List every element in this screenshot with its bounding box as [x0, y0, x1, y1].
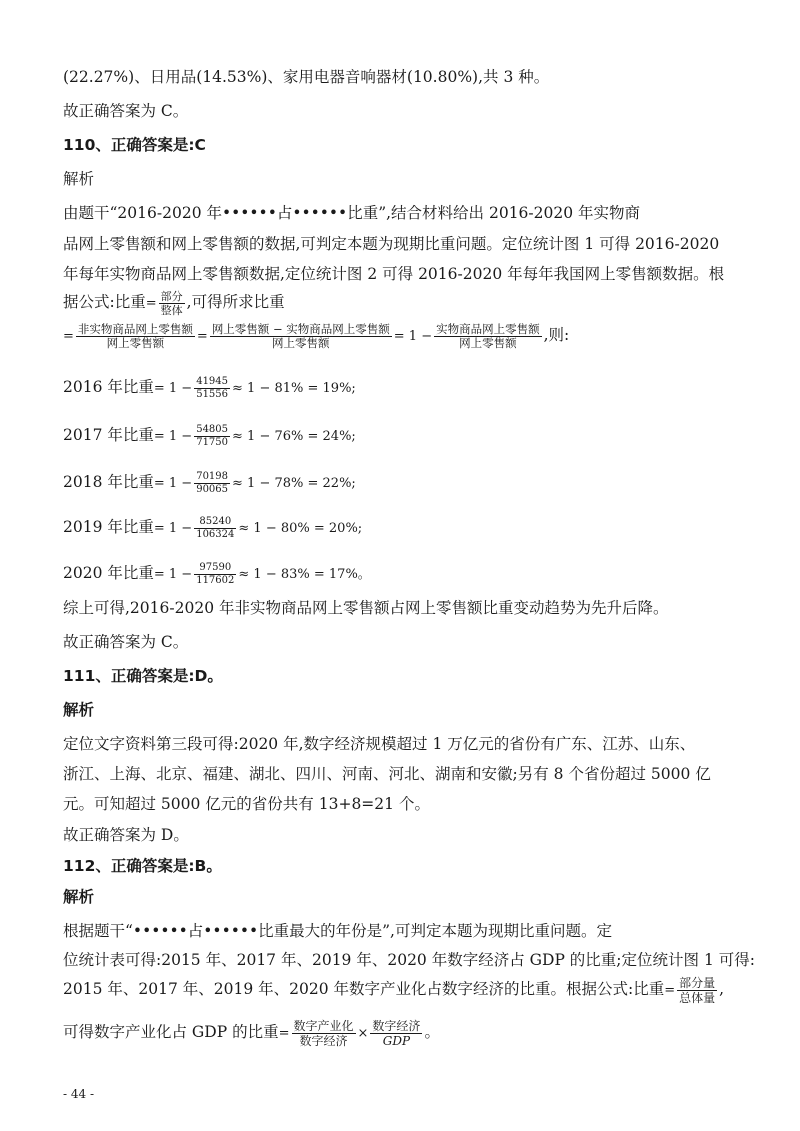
formula-line: 2015 年、2017 年、2019 年、2020 年数字产业化占数字经济的比重。根据公式:比重= $\frac{\text{部分量}}{\text{总体量}}$ , — [63, 975, 725, 1005]
year-2019-calc: 2019 年比重= 1 − $\frac{85240}{106324}$ ≈ 1 − 80% = 20%; — [63, 515, 363, 540]
text-line: 浙江、上海、北京、福建、湖北、四川、河南、河北、湖南和安徽;另有 8 个省份超过 5000 亿 — [63, 765, 711, 783]
text-line: 位统计表可得:2015 年、2017 年、2019 年、2020 年数字经济占 GDP 的比重;定位统计图 1 可得: — [63, 951, 755, 969]
fraction: $\frac{\text{部分量}}{\text{总体量}}$ — [679, 975, 716, 1005]
text-line: (22.27%)、日用品(14.53%)、家用电器音响器材(10.80%),共 3 种。 — [63, 68, 550, 86]
formula-line: 据公式:比重= $\frac{\text{部分}}{\text{整体}}$ ,可得所求比重 — [63, 289, 285, 317]
formula-line: 可得数字产业化占 GDP 的比重= $\frac{\text{数字产业化}}{\text{数字经济}}$ × $\frac{\text{数字经济}}{\text{GDP}}$ 。 — [63, 1018, 440, 1048]
numerator: 部分 — [160, 289, 183, 303]
formula-lead: 据公式:比重 — [63, 293, 146, 311]
text-line: 根据题干“••••••占••••••比重最大的年份是”,可判定本题为现期比重问题。定 — [63, 922, 612, 940]
text-line: 元。可知超过 5000 亿元的省份共有 13+8=21 个。 — [63, 795, 430, 813]
year-2018-calc: 2018 年比重= 1 − $\frac{70198}{90065}$ ≈ 1 − 78% = 22%; — [63, 470, 356, 495]
text-line: 品网上零售额和网上零售额的数据,可判定本题为现期比重问题。定位统计图 1 可得 2016-2020 — [63, 235, 720, 253]
formula-line: = $\frac{\text{非实物商品网上零售额}}{\text{网上零售额}}$ = $\frac{\text{网上零售额 − 实物商品网上零售额}}{\text{网上零售额}}$ = 1 − $\frac{\text{实物商品网上零售额}}{\text{网上零售额}}$ ,则: — [63, 322, 570, 350]
analysis-label: 解析 — [63, 888, 95, 906]
question-110-heading: 110、正确答案是:C — [63, 136, 206, 154]
denominator: 整体 — [160, 303, 183, 317]
question-112-heading: 112、正确答案是:B。 — [63, 857, 222, 875]
question-111-heading: 111、正确答案是:D。 — [63, 667, 223, 685]
fraction — [159, 290, 185, 317]
fraction: $\frac{\text{数字经济}}{\text{GDP}}$ — [372, 1018, 421, 1048]
answer-line: 故正确答案为 D。 — [63, 826, 189, 844]
analysis-label: 解析 — [63, 701, 95, 719]
fraction: $\frac{\text{实物商品网上零售额}}{\text{网上零售额}}$ — [436, 322, 540, 350]
year-2020-calc: 2020 年比重= 1 − $\frac{97590}{117602}$ ≈ 1 − 83% = 17%。 — [63, 561, 371, 586]
year-2016-calc: 2016 年比重= 1 − $\frac{41945}{51556}$ ≈ 1 − 81% = 19%; — [63, 375, 356, 400]
analysis-label: 解析 — [63, 170, 95, 188]
fraction: $\frac{\text{网上零售额 − 实物商品网上零售额}}{\text{网上零售额}}$ — [211, 322, 390, 350]
answer-line: 故正确答案为 C。 — [63, 633, 189, 651]
answer-line: 故正确答案为 C。 — [63, 102, 189, 120]
text-line: 由题干“2016-2020 年••••••占••••••比重”,结合材料给出 2016-2020 年实物商 — [63, 204, 641, 222]
fraction: $\frac{\text{非实物商品网上零售额}}{\text{网上零售额}}$ — [77, 322, 193, 350]
year-2017-calc: 2017 年比重= 1 − $\frac{54805}{71750}$ ≈ 1 − 76% = 24%; — [63, 423, 356, 448]
text-line: 定位文字资料第三段可得:2020 年,数字经济规模超过 1 万亿元的省份有广东、江苏、山东、 — [63, 735, 696, 753]
formula-tail: ,可得所求比重 — [186, 293, 285, 311]
page-number: - 44 - — [63, 1087, 95, 1101]
text-line: 年每年实物商品网上零售额数据,定位统计图 2 可得 2016-2020 年每年我国网上零售额数据。根 — [63, 265, 725, 283]
conclusion-line: 综上可得,2016-2020 年非实物商品网上零售额占网上零售额比重变动趋势为先升后降。 — [63, 599, 669, 617]
fraction: $\frac{\text{数字产业化}}{\text{数字经济}}$ — [293, 1018, 354, 1048]
